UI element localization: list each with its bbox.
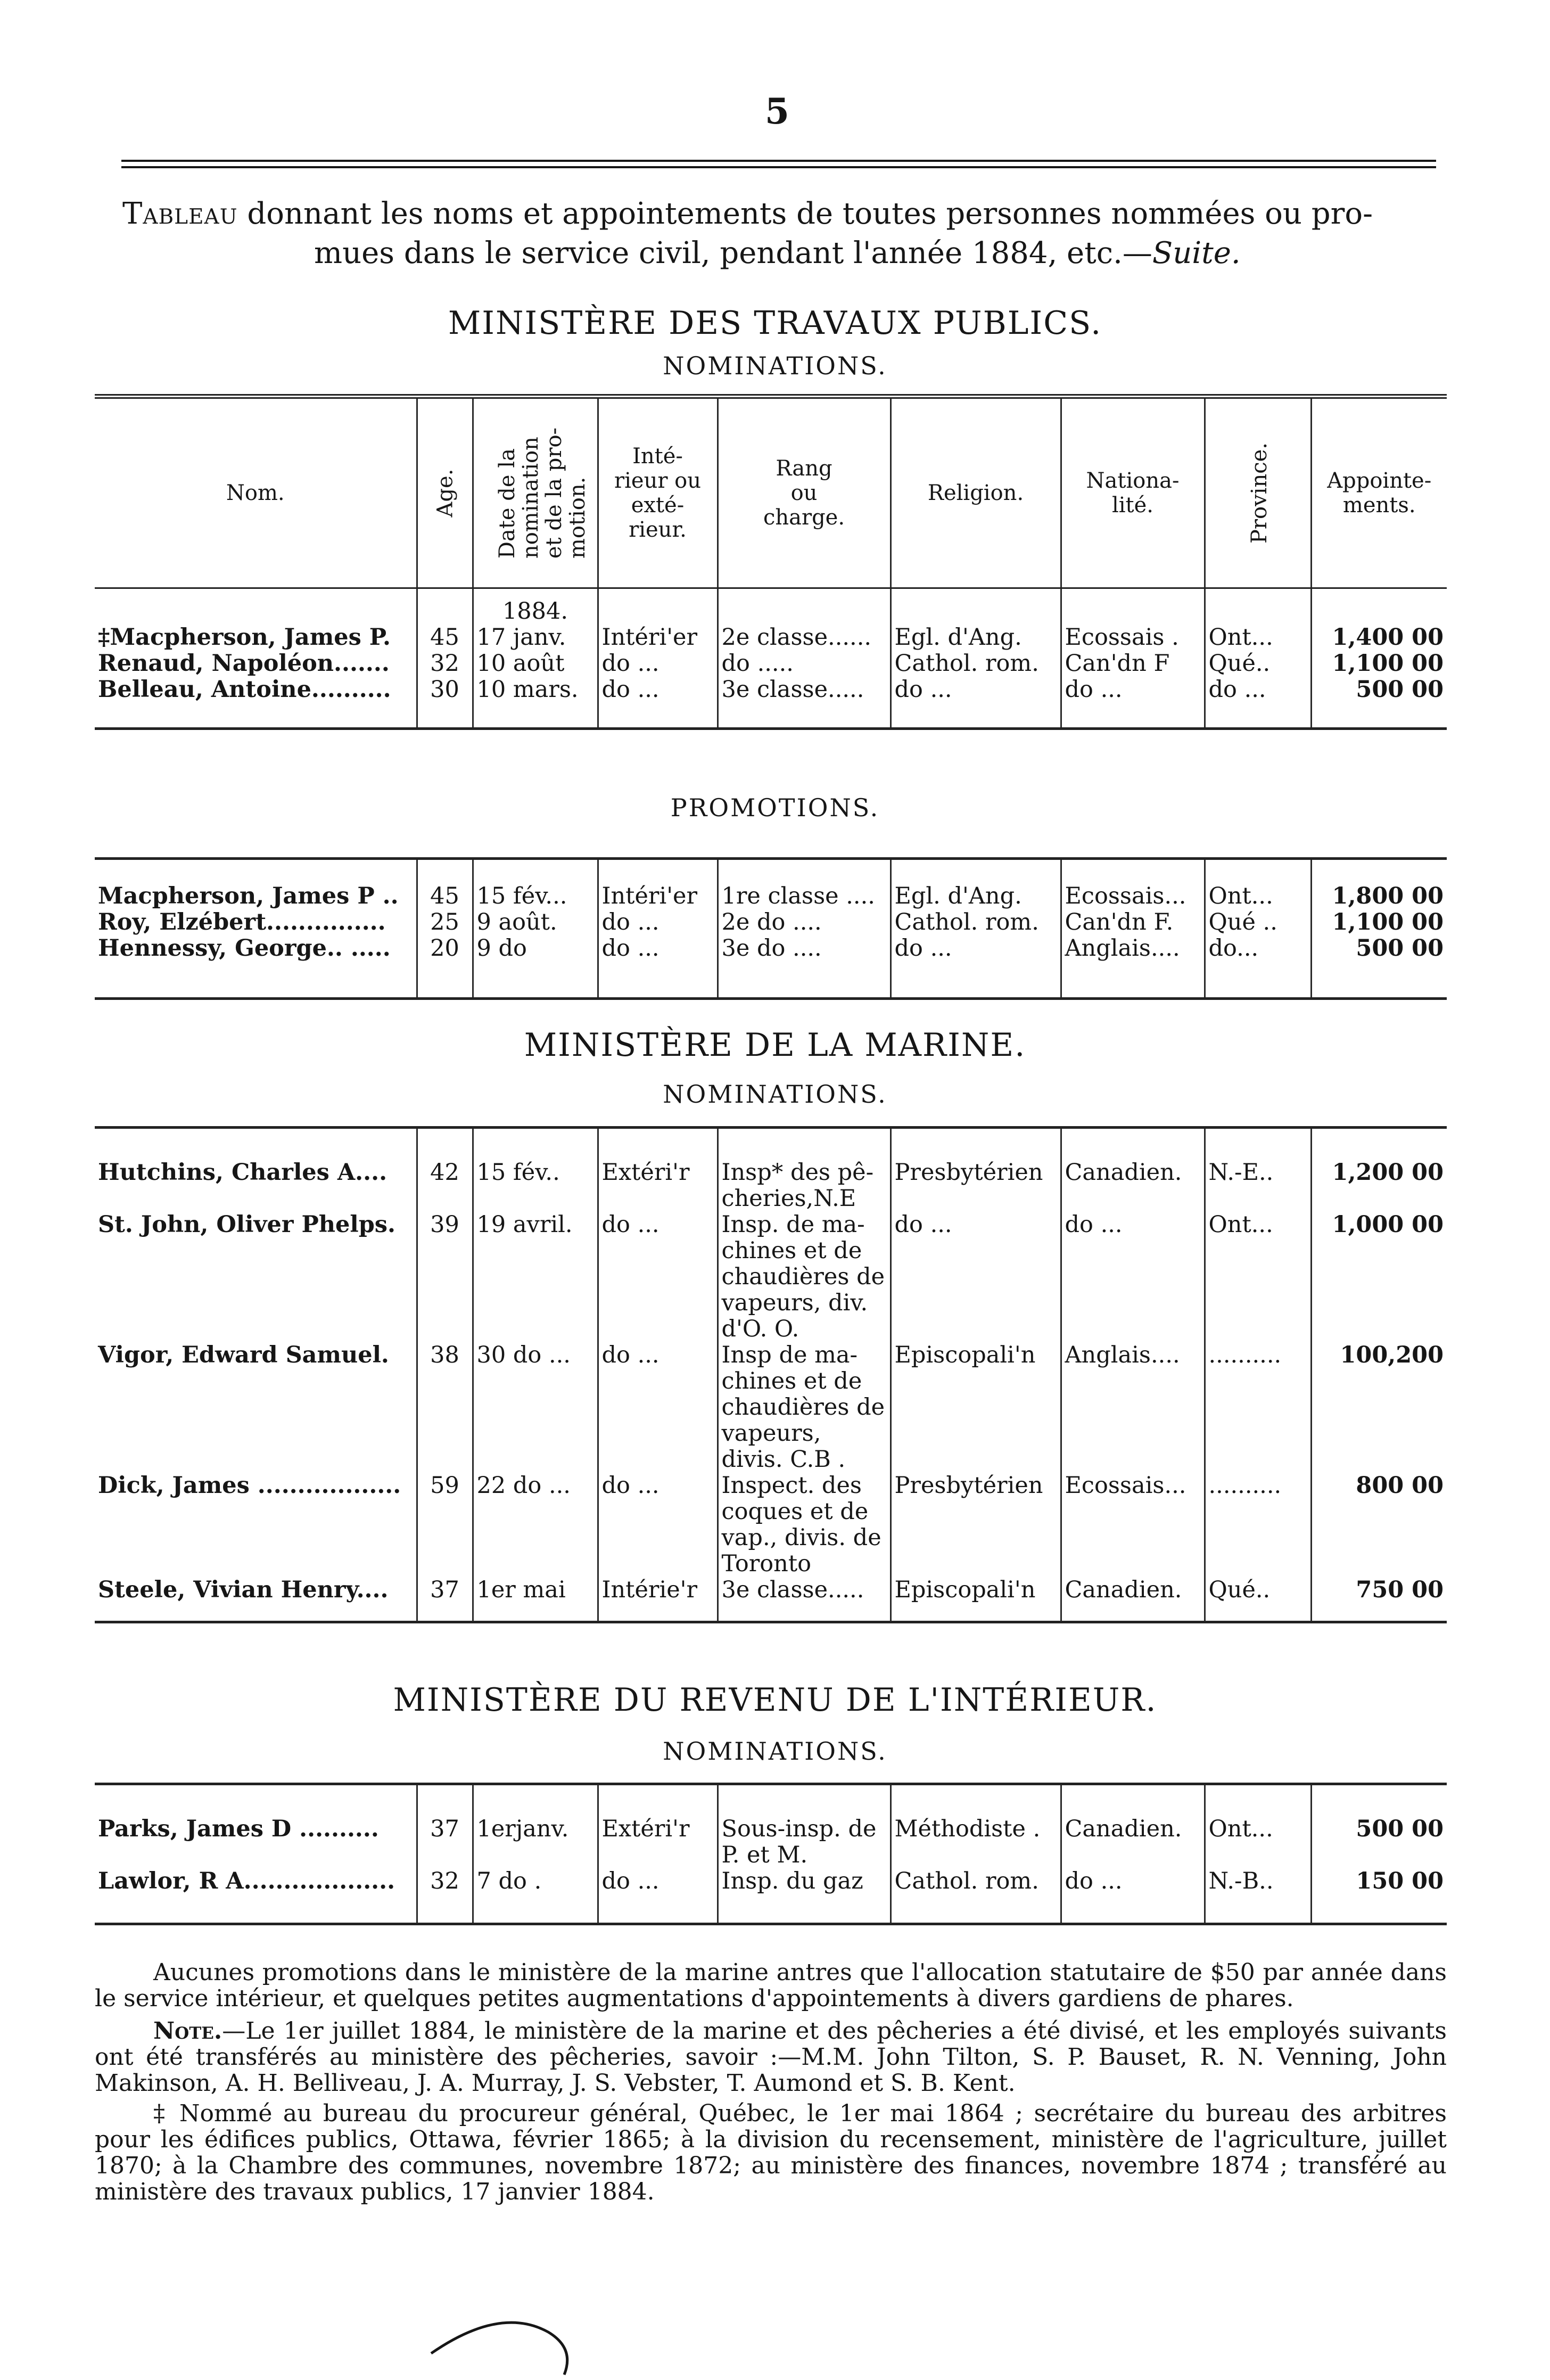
caption-line1: donnant les noms et appointements de toutes personnes nommées ou pro- [247,196,1373,231]
cell-appointements: 1,800 00 [1311,883,1447,909]
cell-nationalite: Ecossais... [1061,1473,1205,1577]
cell-province: Ont... [1205,1212,1311,1342]
cell-province: Qué .. [1205,909,1311,935]
cell-rang: 2e classe...... [718,625,891,651]
cell-interieur: Intéri'er [598,625,718,651]
col-header-age: Age. [417,397,473,588]
cell-appointements: 500 00 [1311,935,1447,962]
cell-interieur: Extéri'r [598,1816,718,1868]
ministry-title-travaux: MINISTÈRE DES TRAVAUX PUBLICS. [448,305,1102,342]
cell-rang: Insp. de ma- chines et de chaudières de vapeurs, div. d'O. O. [718,1212,891,1342]
col-header-rang: Rang ou charge. [718,397,891,588]
col-header-interieur: Inté- rieur ou exté- rieur. [598,397,718,588]
cell-date: 19 avril. [473,1212,598,1342]
cell-appointements: 1,400 00 [1311,625,1447,651]
cell-appointements: 750 00 [1311,1577,1447,1603]
cell-interieur: do ... [598,651,718,677]
cell-appointements: 1,100 00 [1311,909,1447,935]
cell-appointements: 1,200 00 [1311,1160,1447,1212]
ministry-title-marine: MINISTÈRE DE LA MARINE. [524,1027,1026,1064]
cell-rang: 1re classe .... [718,883,891,909]
cell-age: 32 [417,651,473,677]
col-header-nom: Nom. [95,397,417,588]
top-double-rule-2 [121,166,1436,168]
cell-name: Lawlor, R A................... [98,1868,395,1894]
cell-interieur: Intéri'er [598,883,718,909]
table-travaux-promotions [95,857,1447,1000]
cell-name: Belleau, Antoine.......... [98,677,391,703]
cell-age: 32 [417,1868,473,1894]
cell-name: Steele, Vivian Henry.... [98,1577,389,1603]
cell-religion: Cathol. rom. [891,651,1061,677]
stray-ink-mark [415,2274,586,2380]
cell-rang: Inspect. des coques et de vap., divis. de Toronto [718,1473,891,1577]
col-header-religion: Religion. [891,397,1061,588]
cell-nationalite: Can'dn F. [1061,909,1205,935]
cell-name: Roy, Elzébert............... [98,909,386,935]
ministry-title-revenu: MINISTÈRE DU REVENU DE L'INTÉRIEUR. [393,1681,1157,1719]
cell-date: 15 fév... [473,883,598,909]
cell-religion: Presbytérien [891,1160,1061,1212]
col-header-appointements: Appointe- ments. [1311,397,1447,588]
cell-age: 25 [417,909,473,935]
table-row [95,625,1447,651]
cell-age: 30 [417,677,473,703]
table-row [95,909,1447,935]
cell-nationalite: Anglais.... [1061,935,1205,962]
cell-name: Parks, James D .......... [98,1816,379,1842]
col-header-province: Province. [1205,397,1311,588]
cell-religion: Cathol. rom. [891,1868,1061,1894]
cell-date: 15 fév.. [473,1160,598,1212]
cell-interieur: do ... [598,1342,718,1473]
cell-nationalite: Ecossais... [1061,883,1205,909]
cell-interieur: Extéri'r [598,1160,718,1212]
cell-province: Qué.. [1205,651,1311,677]
cell-name: Hennessy, George.. ..... [98,935,391,962]
table-row [95,1212,1447,1342]
cell-name: Vigor, Edward Samuel. [98,1342,389,1368]
cell-age: 39 [417,1212,473,1342]
cell-interieur: do ... [598,1868,718,1894]
cell-religion: Presbytérien [891,1473,1061,1577]
cell-religion: do ... [891,935,1061,962]
cell-date: 17 janv. [473,625,598,651]
table-row [95,677,1447,703]
table-row [95,1342,1447,1473]
cell-rang: Insp* des pê- cheries,N.E [718,1160,891,1212]
cell-appointements: 1,000 00 [1311,1212,1447,1342]
cell-age: 37 [417,1816,473,1868]
cell-province: Ont... [1205,625,1311,651]
cell-religion: Méthodiste . [891,1816,1061,1868]
cell-interieur: Intérie'r [598,1577,718,1603]
cell-age: 37 [417,1577,473,1603]
cell-province: N.-B.. [1205,1868,1311,1894]
cell-nationalite: do ... [1061,1212,1205,1342]
cell-province: do ... [1205,677,1311,703]
table-revenu-nominations [95,1783,1447,1925]
cell-province: N.-E.. [1205,1160,1311,1212]
cell-rang: Sous-insp. de P. et M. [718,1816,891,1868]
cell-nationalite: do ... [1061,1868,1205,1894]
cell-province: .......... [1205,1342,1311,1473]
cell-interieur: do ... [598,677,718,703]
cell-date: 30 do ... [473,1342,598,1473]
cell-age: 45 [417,625,473,651]
cell-nationalite: Can'dn F [1061,651,1205,677]
cell-nationalite: Anglais.... [1061,1342,1205,1473]
table-row [95,1160,1447,1212]
cell-nationalite: Canadien. [1061,1160,1205,1212]
cell-rang: Insp. du gaz [718,1868,891,1894]
nominations-heading-marine: NOMINATIONS. [663,1080,887,1109]
cell-religion: Egl. d'Ang. [891,883,1061,909]
note-macpherson: ‡ Nommé au bureau du procureur général, Québec, le 1er mai 1864 ; secrétaire du bureau des arbitres pour les édifices publics, Ottawa, février 1865; à la division du recensement, ministère de l'agriculture, juillet 1870; à la Chambre des communes, novembre 1872; au ministère des finances, novembre 1874 ; transféré au ministère des travaux publics, 17 janvier 1884. [95,2100,1447,2205]
cell-interieur: do ... [598,1473,718,1577]
cell-nationalite: do ... [1061,677,1205,703]
cell-interieur: do ... [598,1212,718,1342]
cell-appointements: 500 00 [1311,1816,1447,1868]
page-number: 5 [765,91,789,132]
cell-religion: do ... [891,1212,1061,1342]
cell-name: Dick, James .................. [98,1472,401,1499]
cell-age: 20 [417,935,473,962]
cell-name: Macpherson, James P .. [98,883,399,909]
cell-religion: Episcopali'n [891,1577,1061,1603]
cell-appointements: 1,100 00 [1311,651,1447,677]
table-caption [122,194,1442,273]
cell-religion: do ... [891,677,1061,703]
header-row [95,397,1447,588]
cell-age: 45 [417,883,473,909]
cell-date: 10 mars. [473,677,598,703]
cell-interieur: do ... [598,935,718,962]
cell-province: do... [1205,935,1311,962]
col-header-nationalite: Nationa- lité. [1061,397,1205,588]
cell-date: 22 do ... [473,1473,598,1577]
cell-age: 59 [417,1473,473,1577]
cell-province: .......... [1205,1473,1311,1577]
cell-province: Ont... [1205,883,1311,909]
cell-name: ‡Macpherson, James P. [98,625,391,651]
cell-nationalite: Canadien. [1061,1816,1205,1868]
caption-suite: Suite. [1152,236,1241,270]
cell-appointements: 500 00 [1311,677,1447,703]
cell-rang: 3e classe..... [718,677,891,703]
nominations-heading-travaux: NOMINATIONS. [663,351,887,380]
cell-rang: Insp de ma- chines et de chaudières de vapeurs, divis. C.B . [718,1342,891,1473]
cell-date: 9 août. [473,909,598,935]
table-row [95,1473,1447,1577]
table-row [95,1868,1447,1894]
cell-name: St. John, Oliver Phelps. [98,1211,395,1238]
col-header-date: Date de la nomination et de la pro- motion. [473,397,598,588]
year-label: 1884. [473,588,598,625]
cell-date: 7 do . [473,1868,598,1894]
cell-province: Ont... [1205,1816,1311,1868]
footnotes [95,1959,1447,2205]
cell-name: Hutchins, Charles A.... [98,1159,388,1186]
cell-rang: do ..... [718,651,891,677]
cell-appointements: 100,200 [1311,1342,1447,1473]
table-row [95,1577,1447,1603]
note-label: Note. [153,2017,222,2045]
cell-appointements: 150 00 [1311,1868,1447,1894]
table-row [95,1816,1447,1868]
cell-religion: Egl. d'Ang. [891,625,1061,651]
year-row [95,588,1447,625]
top-double-rule [121,160,1436,162]
cell-date: 1erjanv. [473,1816,598,1868]
note-promotions: Aucunes promotions dans le ministère de la marine antres que l'allocation statutaire de $50 par année dans le service intérieur, et quelques petites augmentations d'appointements à divers gardiens de phares. [95,1959,1447,2012]
table-travaux-nominations [95,394,1447,730]
table-row [95,651,1447,677]
table-row [95,883,1447,909]
nominations-heading-revenu: NOMINATIONS. [663,1737,887,1766]
cell-province: Qué.. [1205,1577,1311,1603]
cell-rang: 3e do .... [718,935,891,962]
cell-nationalite: Canadien. [1061,1577,1205,1603]
promotions-heading-travaux: PROMOTIONS. [670,793,880,822]
cell-appointements: 800 00 [1311,1473,1447,1577]
cell-religion: Cathol. rom. [891,909,1061,935]
cell-date: 10 août [473,651,598,677]
caption-line2: mues dans le service civil, pendant l'année 1884, etc.— [314,236,1152,270]
cell-age: 38 [417,1342,473,1473]
cell-name: Renaud, Napoléon....... [98,651,390,677]
cell-rang: 3e classe..... [718,1577,891,1603]
note-division: Note.—Le 1er juillet 1884, le ministère de la marine et des pêcheries a été divisé, et les employés suivants ont été transférés au ministère des pêcheries, savoir :—M.M. John Tilton, S. P. Bauset, R. N. Venning, John Makinson, A. H. Belliveau, J. A. Murray, J. S. Vebster, T. Aumond et S. B. Kent. [95,2017,1447,2097]
cell-interieur: do ... [598,909,718,935]
cell-religion: Episcopali'n [891,1342,1061,1473]
cell-date: 1er mai [473,1577,598,1603]
table-row [95,935,1447,962]
cell-age: 42 [417,1160,473,1212]
table-marine-nominations [95,1126,1447,1623]
cell-date: 9 do [473,935,598,962]
cell-nationalite: Ecossais . [1061,625,1205,651]
caption-lead: Tableau [122,196,238,231]
cell-rang: 2e do .... [718,909,891,935]
